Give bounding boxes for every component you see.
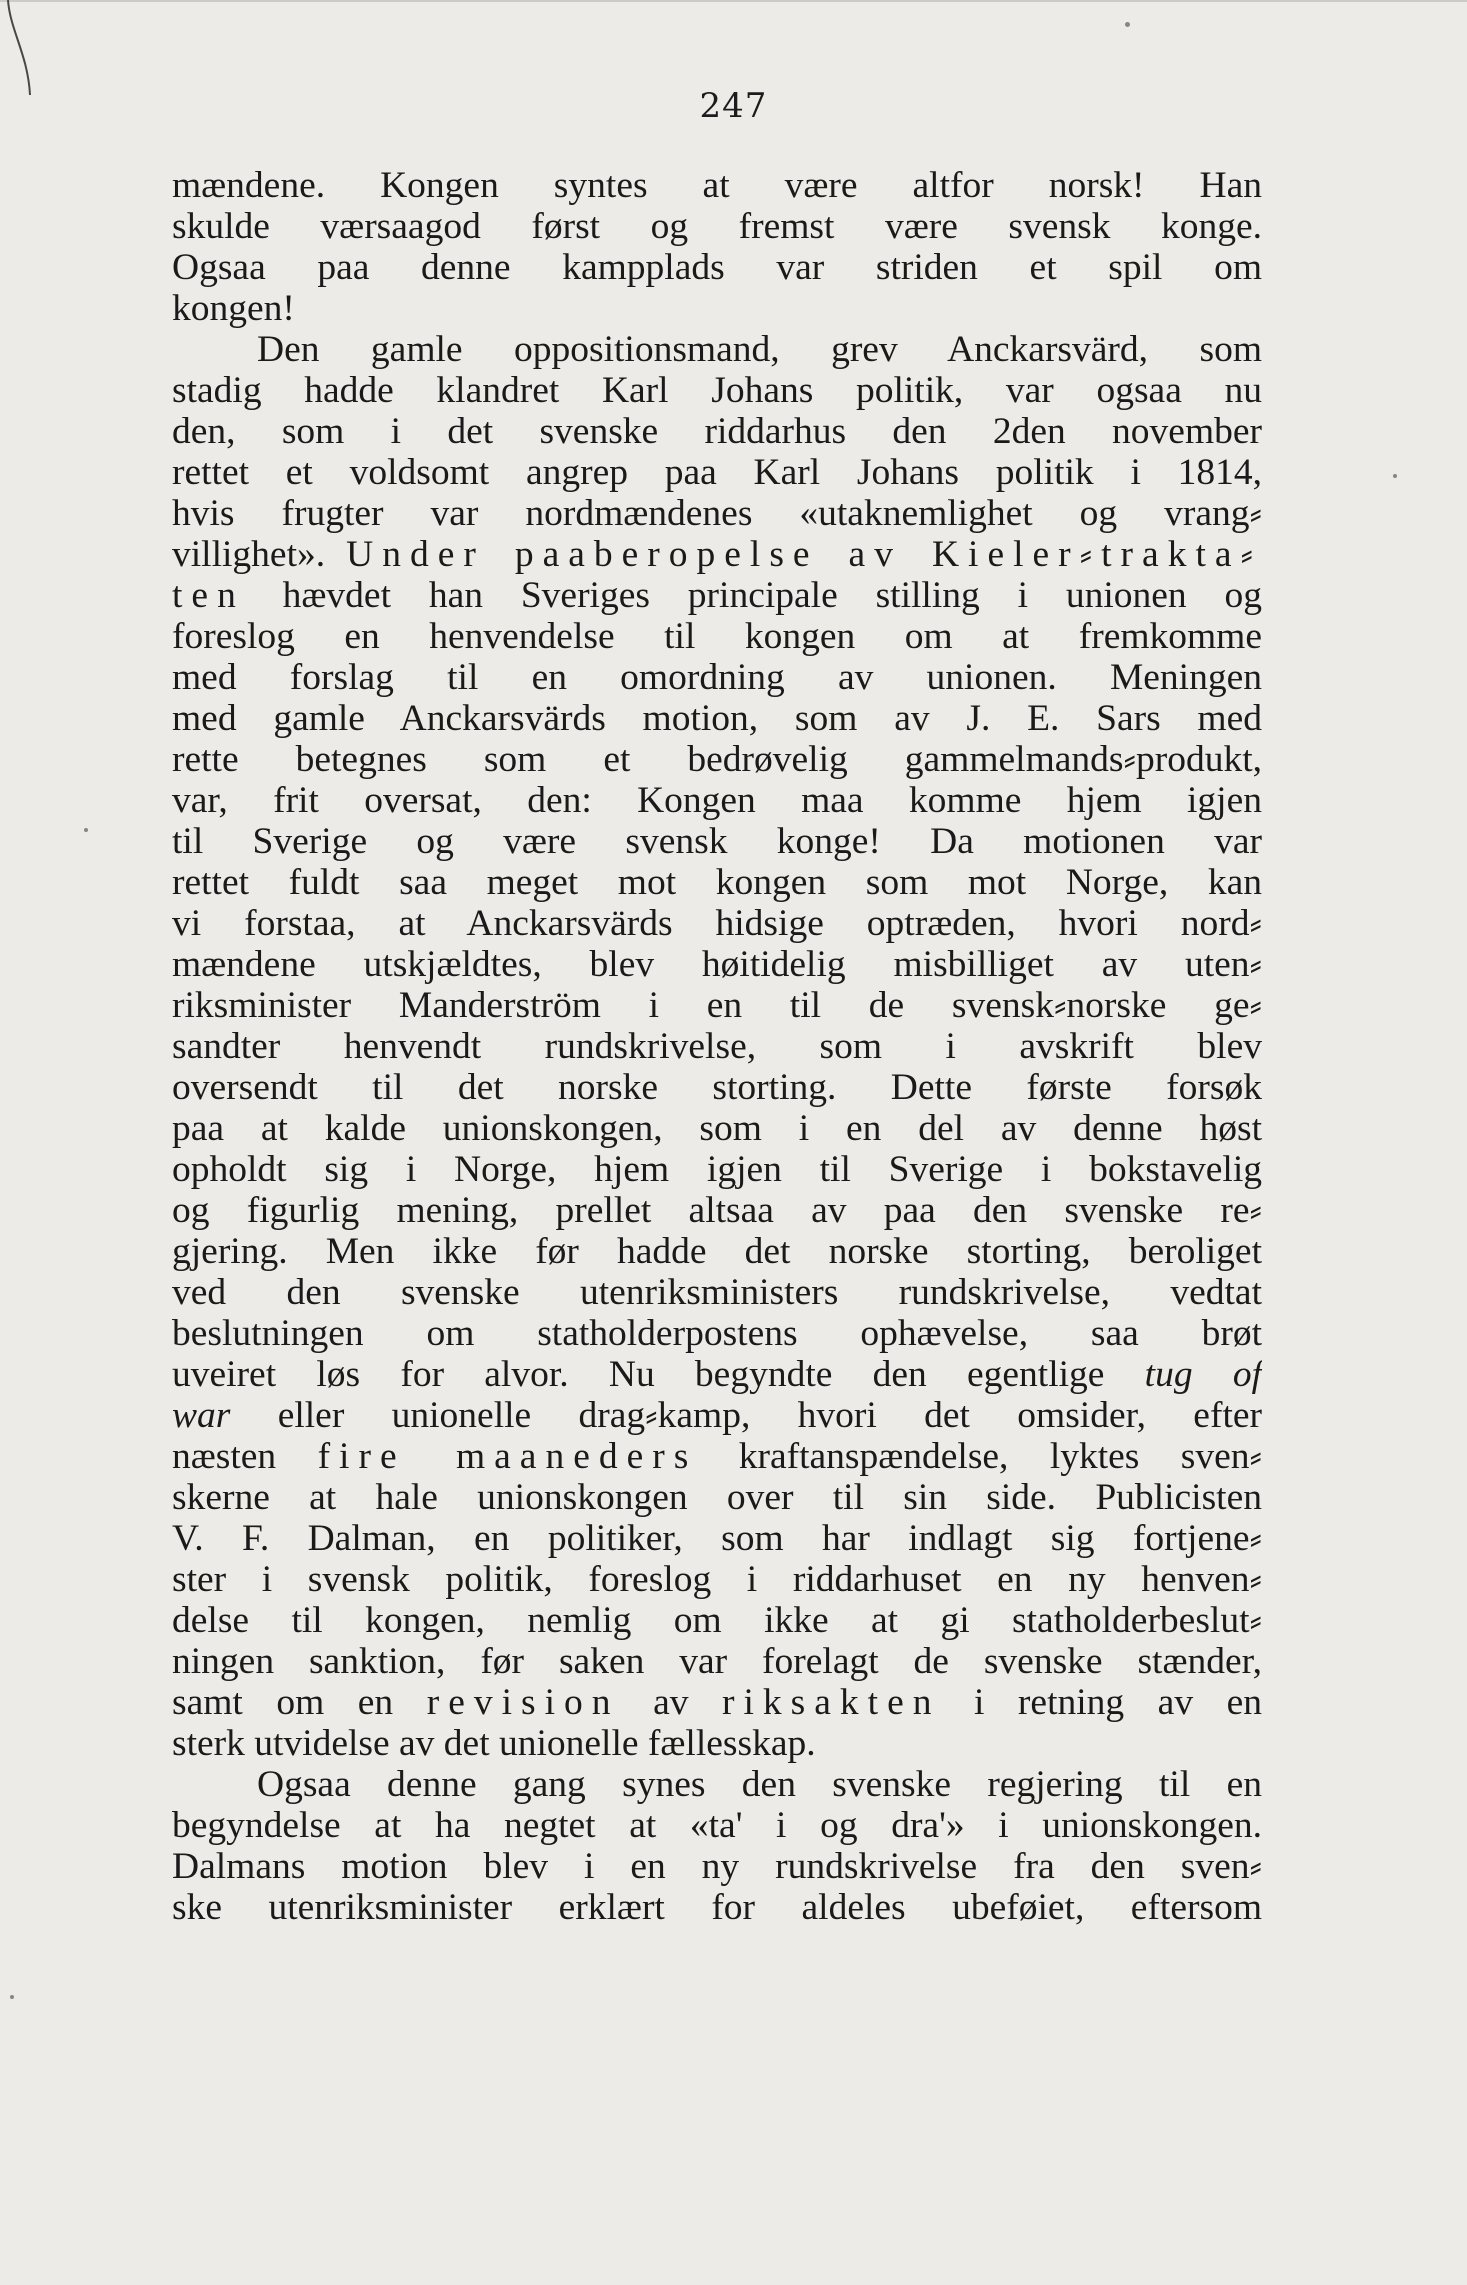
text-segment: av (619, 1682, 722, 1723)
text-line: rette betegnes som et bedrøvelig gammelmands⸗produkt, (172, 739, 1262, 780)
paper-speck (1125, 22, 1130, 27)
text-line (172, 575, 1262, 616)
text-line: gjering. Men ikke før hadde det norske storting, beroliget (172, 1231, 1262, 1272)
text-line: skulde værsaagod først og fremst være svensk konge. (172, 206, 1262, 247)
text-line: delse til kongen, nemlig om ikke at gi statholderbeslut⸗ (172, 1600, 1262, 1641)
text-line (172, 1682, 1262, 1723)
text-line: ningen sanktion, før saken var forelagt de svenske stænder, (172, 1641, 1262, 1682)
text-segment: kraftanspændelse, lyktes sven⸗ (697, 1436, 1262, 1477)
paper-speck (1393, 474, 1397, 478)
body-text (172, 165, 1262, 1928)
text-line: opholdt sig i Norge, hjem igjen til Sverige i bokstavelig (172, 1149, 1262, 1190)
text-line (172, 1436, 1262, 1477)
text-line: ved den svenske utenriksministers rundskrivelse, vedtat (172, 1272, 1262, 1313)
italic-text: tug of (1144, 1354, 1262, 1395)
page-number: 247 (699, 86, 768, 126)
italic-text: war (172, 1395, 231, 1436)
text-line: foreslog en henvendelse til kongen om at fremkomme (172, 616, 1262, 657)
page-edge-mark (0, 0, 60, 100)
text-line: begyndelse at ha negtet at «ta' i og dra'» i unionskongen. (172, 1805, 1262, 1846)
text-line: Ogsaa denne gang synes den svenske regjering til en (257, 1764, 1262, 1805)
text-line: mændene. Kongen syntes at være altfor norsk! Han (172, 165, 1262, 206)
paper-speck (84, 828, 88, 832)
text-line: kongen! (172, 288, 295, 329)
text-line (172, 1354, 1262, 1395)
text-segment: eller unionelle drag⸗kamp, hvori det omsider, efter (230, 1395, 1262, 1436)
text-segment: hævdet han Sveriges principale stilling i unionen og (282, 575, 1262, 616)
text-line: Dalmans motion blev i en ny rundskrivelse fra den sven⸗ (172, 1846, 1262, 1887)
spaced-text: Under paaberopelse av Kieler⸗trakta⸗ (346, 534, 1262, 575)
text-line: med gamle Anckarsvärds motion, som av J. E. Sars med (172, 698, 1262, 739)
text-line: beslutningen om statholderpostens ophævelse, saa brøt (172, 1313, 1262, 1354)
spaced-text: ten (172, 575, 245, 616)
text-segment: i retning av en (940, 1682, 1262, 1723)
text-line: stadig hadde klandret Karl Johans politik, var ogsaa nu (172, 370, 1262, 411)
text-segment: villighet». (172, 534, 347, 575)
paper-speck (10, 1995, 14, 1999)
text-line: paa at kalde unionskongen, som i en del av denne høst (172, 1108, 1262, 1149)
text-line: rettet fuldt saa meget mot kongen som mot Norge, kan (172, 862, 1262, 903)
text-line: sterk utvidelse av det unionelle fællesskap. (172, 1723, 816, 1764)
text-segment: næsten (172, 1436, 318, 1477)
text-line: ske utenriksminister erklært for aldeles ubeføiet, eftersom (172, 1887, 1262, 1928)
text-line: V. F. Dalman, en politiker, som har indlagt sig fortjene⸗ (172, 1518, 1262, 1559)
text-line: vi forstaa, at Anckarsvärds hidsige optræden, hvori nord⸗ (172, 903, 1262, 944)
text-line (172, 534, 1262, 575)
text-line: ster i svensk politik, foreslog i riddarhuset en ny henven⸗ (172, 1559, 1262, 1600)
text-line: med forslag til en omordning av unionen. Meningen (172, 657, 1262, 698)
text-line (172, 1395, 1262, 1436)
text-line: til Sverige og være svensk konge! Da motionen var (172, 821, 1262, 862)
text-line: oversendt til det norske storting. Dette første forsøk (172, 1067, 1262, 1108)
text-segment: samt om en (172, 1682, 427, 1723)
spaced-text: revision (426, 1682, 620, 1723)
spaced-text: fire maaneders (317, 1436, 698, 1477)
text-line: sandter henvendt rundskrivelse, som i avskrift blev (172, 1026, 1262, 1067)
text-line: riksminister Manderström i en til de svensk⸗norske ge⸗ (172, 985, 1262, 1026)
text-line: var, frit oversat, den: Kongen maa komme hjem igjen (172, 780, 1262, 821)
spaced-text: riksakten (722, 1682, 941, 1723)
text-line: rettet et voldsomt angrep paa Karl Johans politik i 1814, (172, 452, 1262, 493)
text-line: mændene utskjældtes, blev høitidelig misbilliget av uten⸗ (172, 944, 1262, 985)
text-line: Ogsaa paa denne kampplads var striden et spil om (172, 247, 1262, 288)
text-line: hvis frugter var nordmændenes «utaknemlighet og vrang⸗ (172, 493, 1262, 534)
text-line: skerne at hale unionskongen over til sin side. Publicisten (172, 1477, 1262, 1518)
text-line: og figurlig mening, prellet altsaa av paa den svenske re⸗ (172, 1190, 1262, 1231)
page-top-edge (0, 0, 1467, 2)
text-line: den, som i det svenske riddarhus den 2den november (172, 411, 1262, 452)
text-line: Den gamle oppositionsmand, grev Anckarsvärd, som (257, 329, 1262, 370)
text-segment: uveiret løs for alvor. Nu begyndte den egentlige (172, 1354, 1145, 1395)
